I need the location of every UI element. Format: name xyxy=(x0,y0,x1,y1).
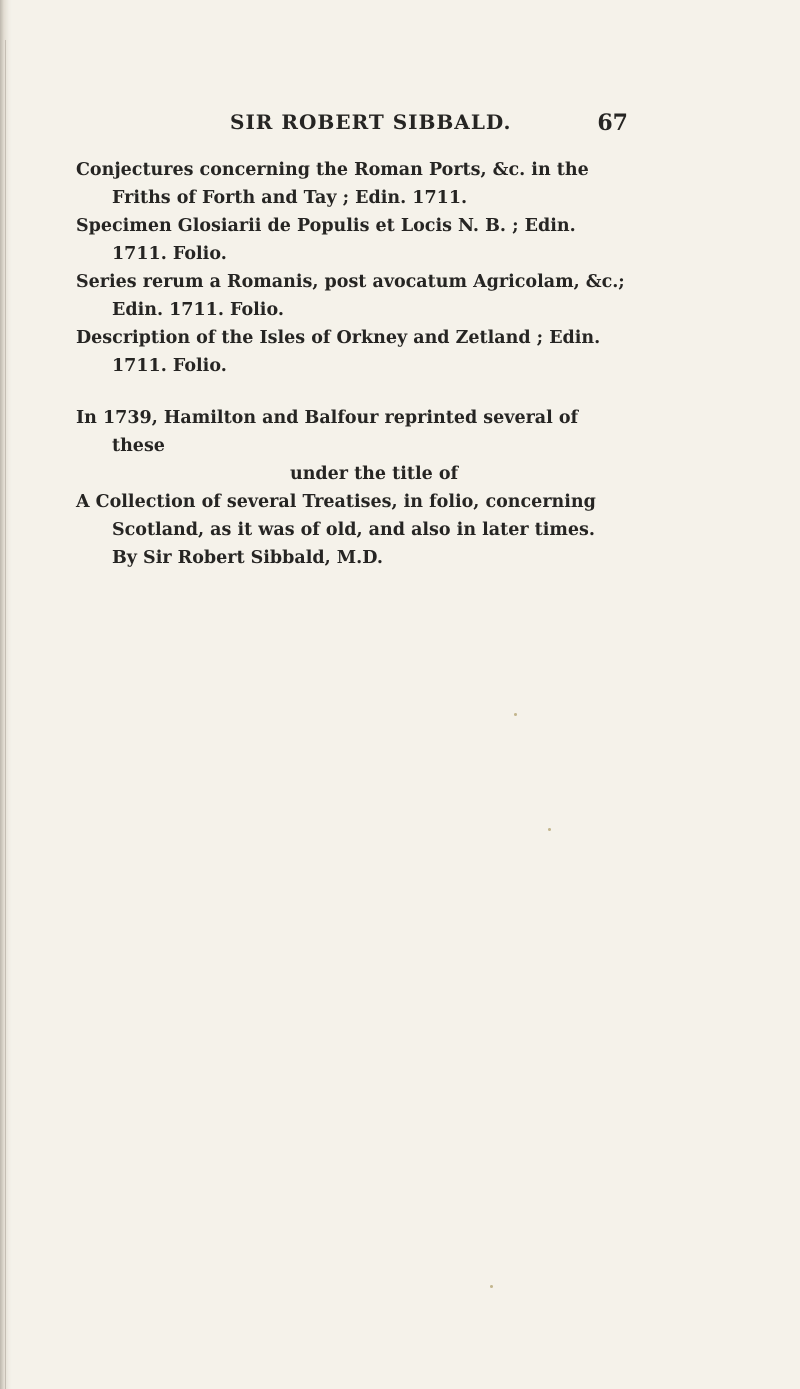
entry-line: 1711. Folio. xyxy=(112,356,227,376)
bibliography-list xyxy=(76,156,636,572)
collection-line: A Collection of several Treatises, in folio, concerning xyxy=(76,492,596,512)
paper-speck xyxy=(548,828,551,831)
paper-speck xyxy=(514,713,517,716)
bibliography-entry-specimen xyxy=(76,212,636,268)
paper-speck xyxy=(490,1285,493,1288)
page-header xyxy=(0,110,800,140)
page-edge-line xyxy=(5,40,6,1389)
entry-line: Specimen Glosiarii de Populis et Locis N. B. ; Edin. xyxy=(76,216,576,236)
page-number: 67 xyxy=(597,110,628,136)
entry-line: Friths of Forth and Tay ; Edin. 1711. xyxy=(112,188,468,208)
paragraph-gap xyxy=(76,380,636,404)
collection-line: By Sir Robert Sibbald, M.D. xyxy=(112,548,383,568)
page-edge-shadow xyxy=(0,0,12,1389)
bibliography-entry-series xyxy=(76,268,636,324)
collection-entry xyxy=(76,488,636,572)
note-line: In 1739, Hamilton and Balfour reprinted several of these xyxy=(76,408,579,456)
bibliography-entry-description xyxy=(76,324,636,380)
note-line: under the title of xyxy=(289,464,459,484)
entry-line: 1711. Folio. xyxy=(112,244,227,264)
entry-line: Series rerum a Romanis, post avocatum Agricolam, &c.; xyxy=(76,272,625,292)
entry-line: Description of the Isles of Orkney and Zetland ; Edin. xyxy=(76,328,601,348)
collection-line: Scotland, as it was of old, and also in later times. xyxy=(112,520,595,540)
reprint-note xyxy=(76,404,636,460)
running-title: SIR ROBERT SIBBALD. xyxy=(230,110,512,134)
bibliography-entry-conjectures xyxy=(76,156,636,212)
entry-line: Edin. 1711. Folio. xyxy=(112,300,284,320)
reprint-note-continuation xyxy=(76,460,636,488)
entry-line: Conjectures concerning the Roman Ports, &c. in the xyxy=(76,160,589,180)
